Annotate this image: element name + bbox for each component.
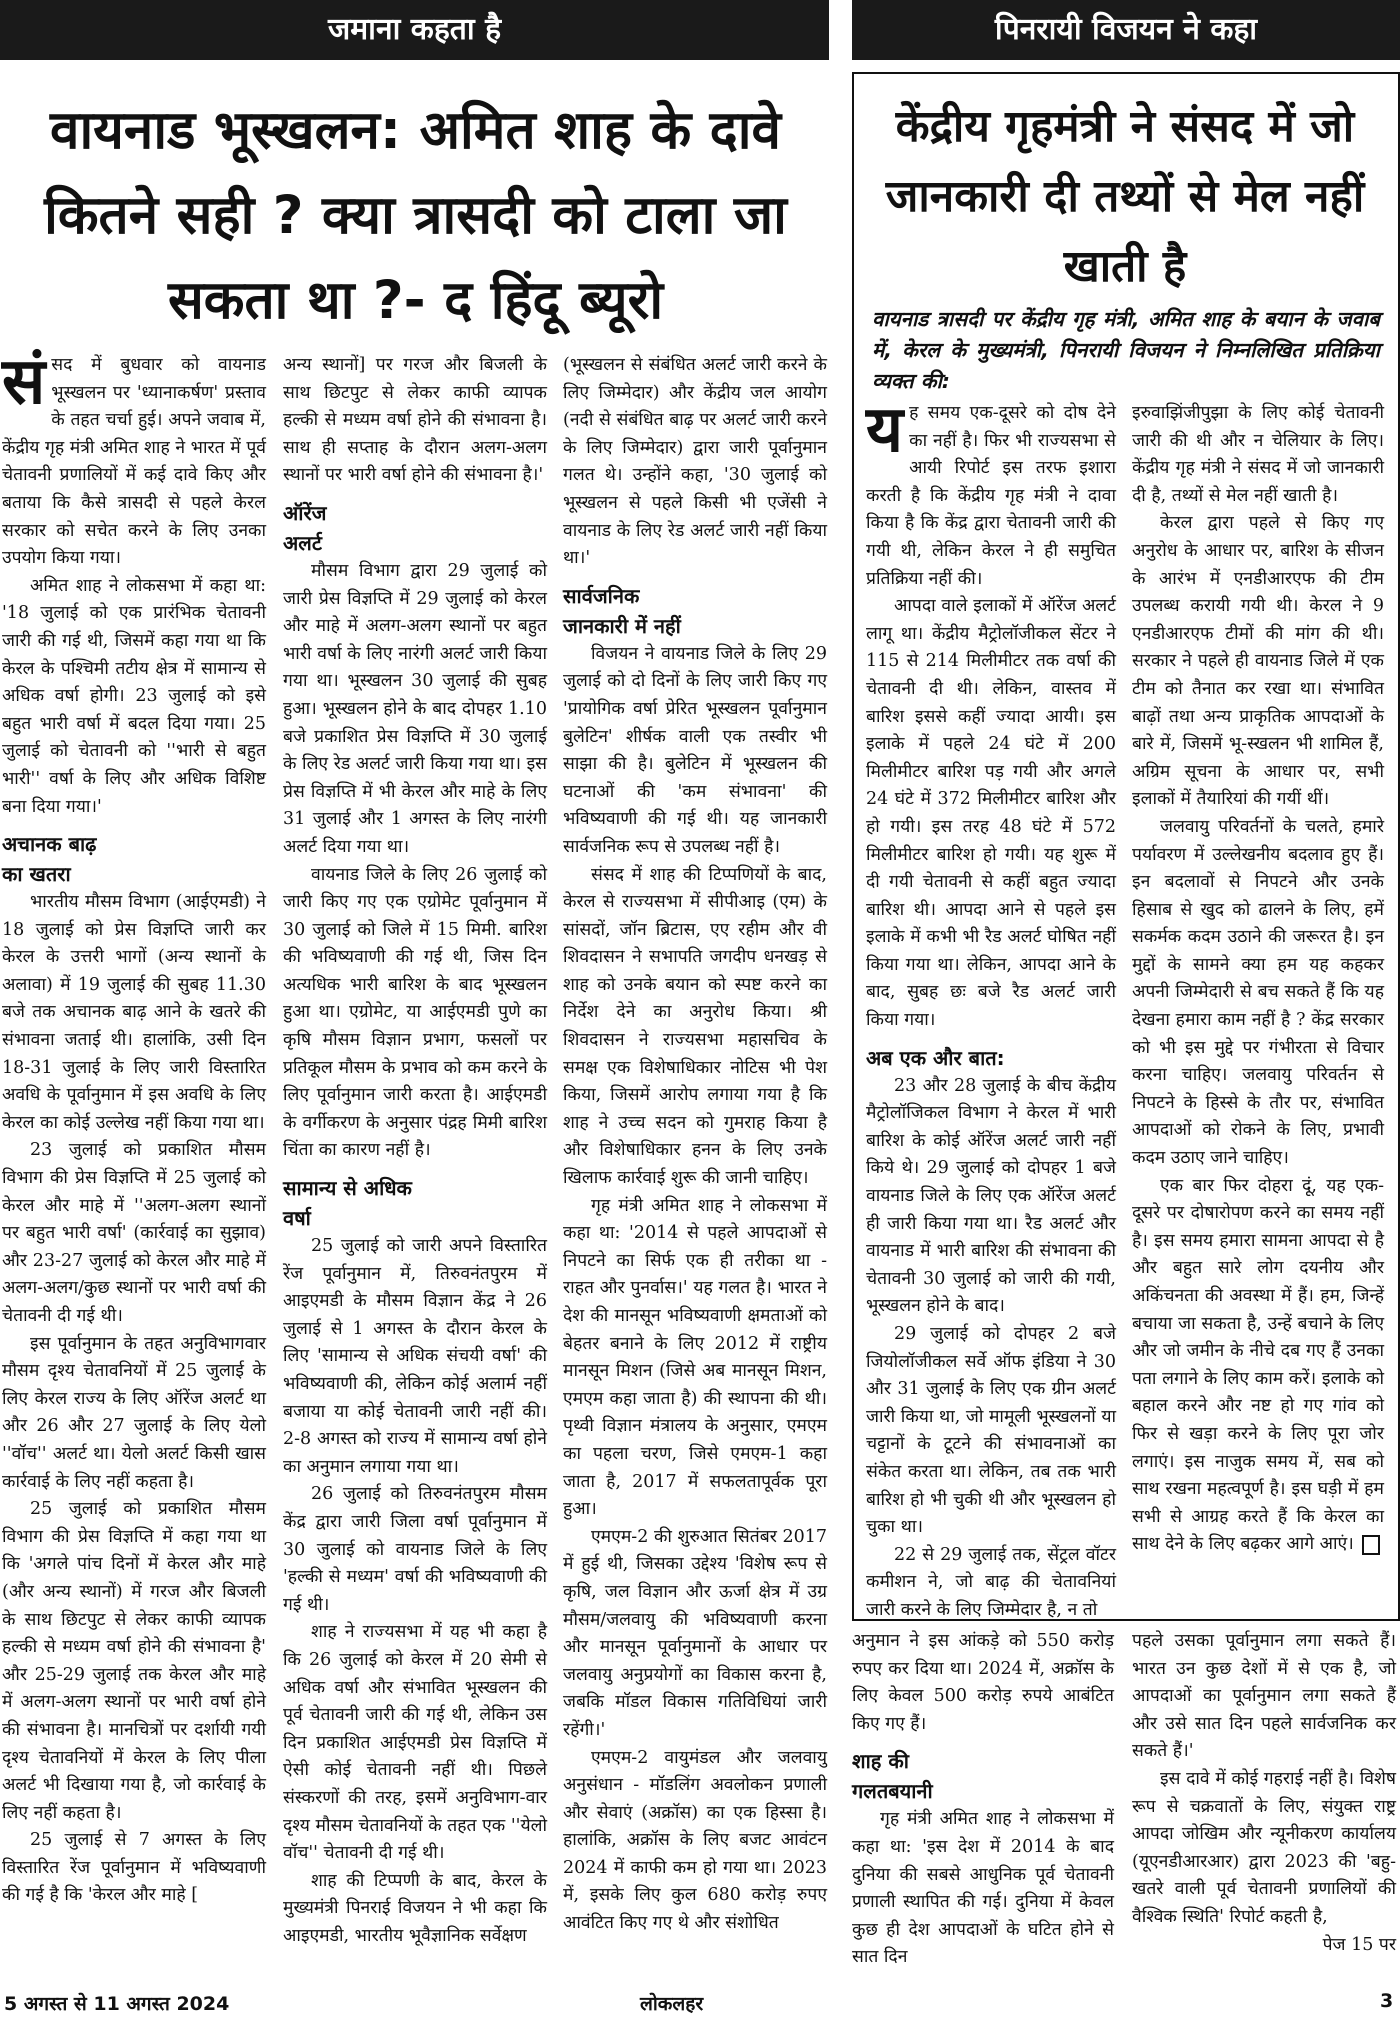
paragraph: इरुवाझिंजीपुझा के लिए कोई चेतावनी जारी की थी और न चेलियार के लिए। केंद्रीय गृह मंत्री ने संसद में जो जानकारी दी है, तथ्यों से मेल नहीं खाती है। — [1132, 403, 1384, 506]
section-band-right: पिनरायी विजयन ने कहा — [852, 0, 1400, 60]
paragraph: (भूस्खलन से संबंधित अलर्ट जारी करने के लिए जिम्मेदार) और केंद्रीय जल आयोग (नदी से संबंधित बाढ़ पर अलर्ट जारी करने के लिए जिम्मेदार) द्वारा जारी पूर्वानुमान गलत थे। उन्होंने कहा, '30 जुलाई को भूस्खलन से पहले किसी भी एजेंसी ने वायनाड के लिए रेड अलर्ट जारी नहीं किया था।' — [563, 355, 827, 569]
paragraph: केरल द्वारा पहले से किए गए अनुरोध के आधार पर, बारिश के सीजन के आरंभ में एनडीआरएफ की टीम उपलब्ध करायी गयी थी। केरल ने 9 एनडीआरएफ टीमों की मांग की थी। सरकार ने पहले ही वायनाड जिले में एक टीम को तैनात कर रखा था। संभावित बाढ़ों तथा अन्य प्राकृतिक आपदाओं के बारे में, जिसमें भू-स्खलन भी शामिल हैं, अग्रिम सूचना के आधार पर, सभी इलाकों में तैयारियां की गयीं थीं। — [1132, 513, 1384, 810]
paragraph: 23 जुलाई को प्रकाशित मौसम विभाग की प्रेस विज्ञप्ति में 25 जुलाई को केरल और माहे में ''अलग-अलग स्थानों पर बहुत भारी वर्षा' (कार्रवाई का सुझाव) और 23-27 जुलाई को केरल और माहे में अलग-अलग/कुछ स्थानों पर भारी वर्षा की चेतावनी दी गई थी। — [2, 1140, 266, 1326]
section-band-left: जमाना कहता है — [0, 0, 829, 60]
subheading: अचानक बाढ़ — [2, 832, 97, 857]
paragraph: एमएम-2 वायुमंडल और जलवायु अनुसंधान - मॉडलिंग अवलोकन प्रणाली और सेवाएं (अक्रॉस) का एक हिस्सा है। हालांकि, अक्रॉस के लिए बजट आवंटन 2024 में काफी कम हो गया था। 2023 में, इसके लिए कुल 680 करोड़ रुपए आवंटित किए गए थे और संशोधित — [563, 1747, 827, 1934]
headline-right: केंद्रीय गृहमंत्री ने संसद में जो जानकारी दी तथ्यों से मेल नहीं खाती है — [885, 101, 1365, 292]
left-column-1 — [2, 345, 266, 1974]
paragraph: इस पूर्वानुमान के तहत अनुविभागवार मौसम दृश्य चेतावनियों में 25 जुलाई के लिए केरल राज्य के लिए ऑरेंज अलर्ट था और 26 और 27 जुलाई के लिए येलो ''वॉच'' अलर्ट था। येलो अलर्ट किसी खास कार्रवाई के लिए नहीं कहता है। — [2, 1333, 266, 1492]
paragraph: विजयन ने वायनाड जिले के लिए 29 जुलाई को दो दिनों के लिए जारी किए गए 'प्रायोगिक वर्षा प्रेरित भूस्खलन पूर्वानुमान बुलेटिन' शीर्षक वाली एक तस्वीर भी साझा की है। बुलेटिन में भूस्खलन की घटनाओं की 'कम संभावना' की भविष्यवाणी की गई थी। यह जानकारी सार्वजनिक रूप से उपलब्ध नहीं है। — [563, 643, 827, 857]
paragraph: 22 से 29 जुलाई तक, सेंट्रल वॉटर कमीशन ने, जो बाढ़ की चेतावनियां जारी करने के लिए जिम्मेदार है, न तो — [866, 1544, 1116, 1620]
right-column-2 — [1132, 400, 1384, 1606]
paragraph: अन्य स्थानों] पर गरज और बिजली के साथ छिटपुट से लेकर काफी व्यापक हल्की से मध्यम वर्षा होने की संभावना है। साथ ही सप्ताह के दौरान अलग-अलग स्थानों पर भारी वर्षा होने की संभावना है।' — [283, 355, 547, 486]
subheading: सामान्य से अधिक — [283, 1176, 412, 1201]
paragraph: 25 जुलाई से 7 अगस्त के लिए विस्तारित रेंज पूर्वानुमान में भविष्यवाणी की गई है कि 'केरल और माहे [ — [2, 1830, 266, 1906]
paragraph: पहले उसका पूर्वानुमान लगा सकते हैं। भारत उन कुछ देशों में से एक है, जो आपदाओं का पूर्वानुमान लगा सकते हैं और उसे सात दिन पहले सार्वजनिक कर सकते हैं।' — [1132, 1631, 1396, 1762]
paragraph: शाह ने राज्यसभा में यह भी कहा है कि 26 जुलाई को केरल में 20 सेमी से अधिक वर्षा और संभावित भूस्खलन की पूर्व चेतावनी जारी की गई थी, लेकिन उस दिन प्रकाशित आईएमडी प्रेस विज्ञप्ति में ऐसी कोई चेतावनी नहीं थी। पिछले संस्करणों की तरह, इसमें अनुविभाग-वार दृश्य मौसम चेतावनियों के तहत एक ''येलो वॉच'' चेतावनी दी गई थी। — [283, 1622, 547, 1864]
subheading: जानकारी में नहीं — [563, 613, 681, 638]
paragraph: ह समय एक-दूसरे को दोष देने का नहीं है। फिर भी राज्यसभा से आयी रिपोर्ट इस तरफ इशारा करती है कि केंद्रीय गृह मंत्री ने दावा किया है कि केंद्र द्वारा चेतावनी जारी की गयी थी, लेकिन केरल ने ही समुचित प्रतिक्रिया नहीं की। — [866, 403, 1116, 589]
dropcap-letter: सं — [2, 345, 46, 419]
intro-right: वायनाड त्रासदी पर केंद्रीय गृह मंत्री, अमित शाह के बयान के जवाब में, केरल के मुख्यमंत्री, पिनरायी विजयन ने निम्नलिखित प्रतिक्रिया व्यक्त की: — [872, 307, 1380, 393]
paragraph: गृह मंत्री अमित शाह ने लोकसभा में कहा था: 'इस देश में 2014 के बाद दुनिया की सबसे आधुनिक पूर्व चेतावनी प्रणाली स्थापित की गई। दुनिया में केवल कुछ ही देश आपदाओं के घटित होने से सात दिन — [852, 1809, 1114, 1968]
paragraph: 25 जुलाई को प्रकाशित मौसम विभाग की प्रेस विज्ञप्ति में कहा गया था कि 'अगले पांच दिनों में केरल और माहे (और अन्य स्थानों) में गरज और बिजली के साथ छिटपुट से लेकर काफी व्यापक हल्की से मध्यम वर्षा होने की संभावना है' और 25-29 जुलाई तक केरल और माहे में अलग-अलग स्थानों पर भारी वर्षा होने की संभावना है। मानचित्रों पर दर्शायी गयी दृश्य चेतावनियों में केरल के लिए पीला अलर्ट भी दिखाया गया है, जो कार्रवाई के लिए नहीं कहता है। — [2, 1499, 266, 1823]
subheading: शाह की — [852, 1749, 909, 1774]
bottom-column-2 — [1132, 1628, 1396, 1974]
paragraph: एक बार फिर दोहरा दूं, यह एक-दूसरे पर दोषारोपण करने का समय नहीं है। इस समय हमारा सामना आपदा से है और बहुत सारे लोग दयनीय और अकिंचनता की अवस्था में हैं। हम, जिन्हें बचाया जा सकता है, उन्हें बचाने के लिए और जो जमीन के नीचे दब गए हैं उनका पता लगाने के लिए काम करें। इलाके को बहाल करने और नष्ट हो गए गांव को फिर से खड़ा करने के लिए पूरा जोर लगाएं। इस नाजुक समय में, सब को साथ रखना महत्वपूर्ण है। इस घड़ी में हम सभी से आग्रह करते हैं कि केरल का साथ देने के लिए बढ़कर आगे आएं। — [1132, 1175, 1384, 1555]
subheading: अब एक और बात: — [866, 1045, 1005, 1070]
paragraph: अमित शाह ने लोकसभा में कहा था: '18 जुलाई को एक प्रारंभिक चेतावनी जारी की गई थी, जिसमें कहा गया था कि केरल के पश्चिमी तटीय क्षेत्र में सामान्य से अधिक वर्षा होगी। 23 जुलाई को इसे बहुत भारी वर्षा में बदल दिया गया। 25 जुलाई को चेतावनी को ''भारी से बहुत भारी'' वर्षा के लिए और अधिक विशिष्ट बना दिया गया।' — [2, 575, 266, 817]
bottom-column-1 — [852, 1628, 1114, 1974]
subheading: गलतबयानी — [852, 1779, 933, 1804]
paragraph: शाह की टिप्पणी के बाद, केरल के मुख्यमंत्री पिनराई विजयन ने भी कहा कि आइएमडी, भारतीय भूवैज्ञानिक सर्वेक्षण — [283, 1870, 547, 1946]
paragraph: भारतीय मौसम विभाग (आईएमडी) ने 18 जुलाई को प्रेस विज्ञप्ति जारी कर केरल के उत्तरी भागों (अन्य स्थानों के अलावा) में 19 जुलाई की सुबह 11.30 बजे तक अचानक बाढ़ आने के खतरे की संभावना जताई थी। हालांकि, उसी दिन 18-31 जुलाई के लिए जारी विस्तारित अवधि के पूर्वानुमान में इस अवधि के लिए केरल का कोई उल्लेख नहीं किया गया था। — [2, 892, 266, 1133]
paragraph: गृह मंत्री अमित शाह ने लोकसभा में कहा था: '2014 से पहले आपदाओं से निपटने का सिर्फ एक ही तरीका था - राहत और पुनर्वास।' यह गलत है। भारत ने देश की मानसून भविष्यवाणी क्षमताओं को बेहतर बनाने के लिए 2012 में राष्ट्रीय मानसून मिशन (जिसे अब मानसून मिशन, एमएम कहा जाता है) की स्थापना की थी। पृथ्वी विज्ञान मंत्रालय के अनुसार, एमएम का पहला चरण, जिसे एमएम-1 कहा जाता है, 2017 में सफलतापूर्वक पूरा हुआ। — [563, 1195, 827, 1520]
paragraph: एमएम-2 की शुरुआत सितंबर 2017 में हुई थी, जिसका उद्देश्य 'विशेष रूप से कृषि, जल विज्ञान और ऊर्जा क्षेत्र में उग्र मौसम/जलवायु की भविष्यवाणी करना और मानसून पूर्वानुमानों के आधार पर जलवायु अनुप्रयोगों का विकास करना है, जबकि मॉडल विकास गतिविधियां जारी रहेंगी।' — [563, 1526, 827, 1740]
footer-date: 5 अगस्त से 11 अगस्त 2024 — [4, 1993, 230, 2015]
paragraph: 29 जुलाई को दोपहर 2 बजे जियोलॉजीकल सर्वे ऑफ इंडिया ने 30 और 31 जुलाई के लिए एक ग्रीन अलर्ट जारी किया था, जो मामूली भूस्खलनों या चट्टानों के टूटने की संभावनाओं का संकेत करता था। लेकिन, तब तक भारी बारिश हो भी चुकी थी और भूस्खलन हो चुका था। — [866, 1324, 1116, 1538]
paragraph: आपदा वाले इलाकों में ऑरेंज अलर्ट लागू था। केंद्रीय मैट्रोलॉजीकल सेंटर ने 115 से 214 मिलीमीटर तक वर्षा की चेतावनी दी थी। लेकिन, वास्तव में बारिश इससे कहीं ज्यादा आयी। इस इलाके में पहले 24 घंटे में 200 मिलीमीटर बारिश पड़ गयी और अगले 24 घंटे में 372 मिलीमीटर बारिश और हो गयी। इस तरह 48 घंटे में 572 मिलीमीटर बारिश हो गयी। यह शुरू में दी गयी चेतावनी से कहीं बहुत ज्यादा बारिश थी। आपदा आने से पहले इस इलाके में कभी भी रैड अलर्ट घोषित नहीं किया गया था। लेकिन, आपदा आने के बाद, सुबह छः बजे रैड अलर्ट जारी किया गया। — [866, 596, 1116, 1031]
paragraph: 23 और 28 जुलाई के बीच केंद्रीय मैट्रोलॉजिकल विभाग ने केरल में भारी बारिश के कोई ऑरेंज अलर्ट जारी नहीं किये थे। 29 जुलाई को दोपहर 1 बजे वायनाड जिले के लिए एक ऑरेंज अलर्ट ही जारी किया गया था। रैड अलर्ट और वायनाड में भारी बारिश की संभावना की चेतावनी 30 जुलाई को जारी की गयी, भूस्खलन होने के बाद। — [866, 1075, 1116, 1317]
paragraph: वायनाड जिले के लिए 26 जुलाई को जारी किए गए एक एग्रोमेट पूर्वानुमान में 30 जुलाई को जिले में 15 मिमी. बारिश की भविष्यवाणी की गई थी, जिस दिन अत्यधिक भारी बारिश के बाद भूस्खलन हुआ था। एग्रोमेट, या आईएमडी पुणे का कृषि मौसम विज्ञान प्रभाग, फसलों पर प्रतिकूल मौसम के प्रभाव को कम करने के लिए पूर्वानुमान जारी करता है। आईएमडी के वर्गीकरण के अनुसार पंद्रह मिमी बारिश चिंता का कारण नहीं है। — [283, 864, 547, 1161]
paragraph: जलवायु परिवर्तनों के चलते, हमारे पर्यावरण में उल्लेखनीय बदलाव हुए हैं। इन बदलावों से निपटने और उनके हिसाब से खुद को ढालने के लिए, हमें सकर्मक कदम उठाने की जरूरत है। इन मुद्दों के सामने क्या हम यह कहकर अपनी जिम्मेदारी से बच सकते हैं कि यह देखना हमारा काम नहीं है ? केंद्र सरकार को भी इस मुद्दे पर गंभीरता से विचार करना चाहिए। जलवायु परिवर्तन से निपटने के हिस्से के तौर पर, संभावित आपदाओं को रोकने के लिए, प्रभावी कदम उठाए जाने चाहिए। — [1132, 816, 1384, 1169]
paragraph: 26 जुलाई को तिरुवनंतपुरम मौसम केंद्र द्वारा जारी जिला वर्षा पूर्वानुमान में 30 जुलाई को वायनाड जिले के लिए 'हल्की से मध्यम' वर्षा की भविष्यवाणी की गई थी। — [283, 1484, 547, 1615]
dropcap-letter: य — [866, 393, 904, 467]
subheading: सार्वजनिक — [563, 583, 640, 608]
footer-page-number: 3 — [1380, 1990, 1394, 2012]
paragraph: 25 जुलाई को जारी अपने विस्तारित रेंज पूर्वानुमान में, तिरुवनंतपुरम में आइएमडी के मौसम विज्ञान केंद्र ने 26 जुलाई से 1 अगस्त के दौरान केरल के लिए 'सामान्य से अधिक संचयी वर्षा' की भविष्यवाणी की, लेकिन कोई अलार्म नहीं बजाया या कोई चेतावनी जारी नहीं की। 2-8 अगस्त को राज्य में सामान्य वर्षा होने का अनुमान लगाया गया था। — [283, 1236, 547, 1477]
subheading: ऑरेंज — [283, 500, 327, 525]
footer-publication: लोकलहर — [640, 1993, 704, 2015]
end-mark-icon — [1362, 1535, 1380, 1555]
paragraph: सद में बुधवार को वायनाड भूस्खलन पर 'ध्यानाकर्षण' प्रस्ताव के तहत चर्चा हुई। अपने जवाब में, केंद्रीय गृह मंत्री अमित शाह ने भारत में पूर्व चेतावनी प्रणालियों में कई दावे किए और बताया कि कैसे त्रासदी से पहले केरल सरकार को सचेत करने के लिए उनका उपयोग किया गया। — [2, 355, 266, 569]
paragraph: अनुमान ने इस आंकड़े को 550 करोड़ रुपए कर दिया था। 2024 में, अक्रॉस के लिए केवल 500 करोड़ रुपये आबंटित किए गए हैं। — [852, 1631, 1114, 1734]
right-column-1 — [866, 393, 1116, 1620]
left-column-2 — [283, 352, 547, 1974]
subheading: का खतरा — [2, 862, 71, 887]
paragraph: संसद में शाह की टिप्पणियों के बाद, केरल से राज्यसभा में सीपीआइ (एम) के सांसदों, जॉन ब्रिटास, एए रहीम और वी शिवदासन ने सभापति जगदीप धनखड़ से शाह को उनके बयान को स्पष्ट करने का निर्देश देने का अनुरोध किया। श्री शिवदासन ने राज्यसभा महासचिव के समक्ष एक विशेषाधिकार नोटिस भी पेश किया, जिसमें आरोप लगाया गया है कि शाह ने उच्च सदन को गुमराह किया है और विशेषाधिकार हनन के लिए उनके खिलाफ कार्रवाई शुरू की जानी चाहिए। — [563, 864, 827, 1189]
headline-left: वायनाड भूस्खलन: अमित शाह के दावे कितने सही ? क्या त्रासदी को टाला जा सकता था ?- द हिंदू ब्यूरो — [44, 100, 787, 331]
left-column-3 — [563, 352, 827, 1974]
subheading: वर्षा — [283, 1206, 311, 1231]
subheading: अलर्ट — [283, 530, 322, 555]
continued-on-page: पेज 15 पर — [1322, 1934, 1396, 1955]
paragraph: इस दावे में कोई गहराई नहीं है। विशेष रूप से चक्रवातों के लिए, संयुक्त राष्ट्र आपदा जोखिम और न्यूनीकरण कार्यालय (यूएनडीआरआर) द्वारा 2023 की 'बहु-खतरे वाली पूर्व चेतावनी प्रणालियों की वैश्विक स्थिति' रिपोर्ट कहती है, — [1132, 1768, 1396, 1927]
paragraph: मौसम विभाग द्वारा 29 जुलाई को जारी प्रेस विज्ञप्ति में 29 जुलाई को केरल और माहे में अलग-अलग स्थानों पर बहुत भारी वर्षा के लिए नारंगी अलर्ट जारी किया गया था। भूस्खलन 30 जुलाई की सुबह हुआ। भूस्खलन होने के बाद दोपहर 1.10 बजे प्रकाशित प्रेस विज्ञप्ति में 30 जुलाई के लिए रेड अलर्ट जारी किया गया था। इस प्रेस विज्ञप्ति में भी केरल और माहे के लिए 31 जुलाई और 1 अगस्त के लिए नारंगी अलर्ट दिया गया था। — [283, 560, 547, 857]
